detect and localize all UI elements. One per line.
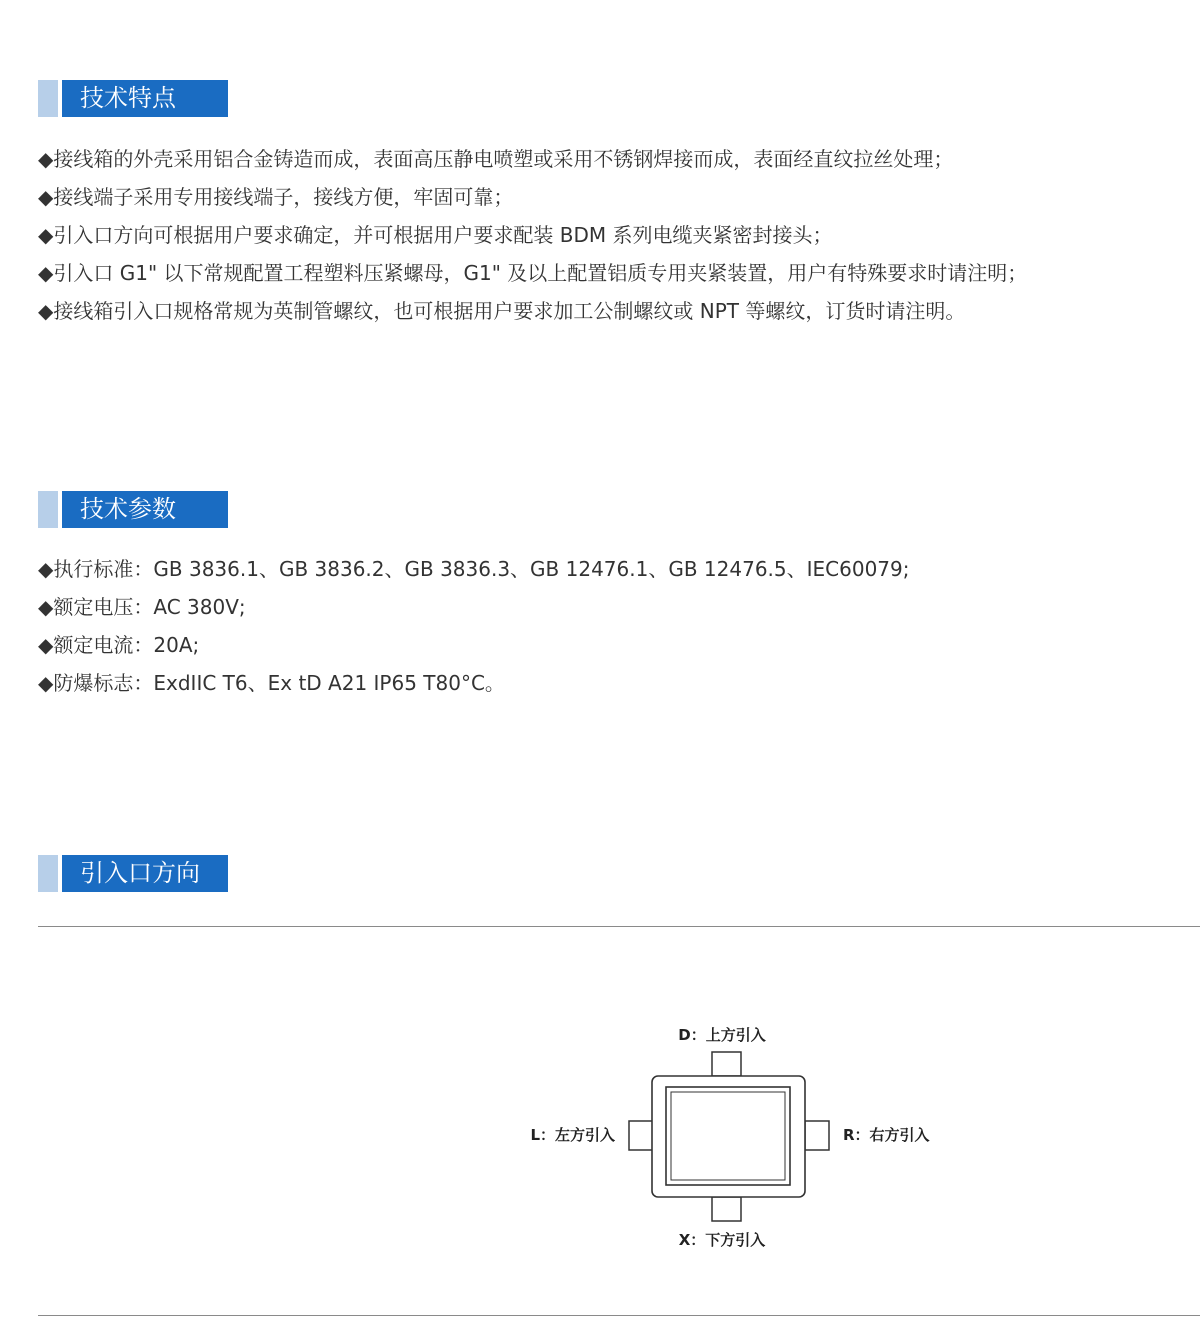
diamond-bullet-icon: ◆ <box>38 185 54 209</box>
section-title: 引入口方向 <box>80 859 200 887</box>
list-item: ◆额定电压：AC 380V; <box>38 588 909 626</box>
list-item: ◆接线端子采用专用接线端子，接线方便，牢固可靠； <box>38 178 1027 216</box>
diamond-bullet-icon: ◆ <box>38 299 54 323</box>
left-entry-stub <box>629 1121 653 1150</box>
list-item: ◆引入口方向可根据用户要求确定，并可根据用户要求配装 BDM 系列电缆夹紧密封接头； <box>38 216 1027 254</box>
list-item: ◆接线箱引入口规格常规为英制管螺纹，也可根据用户要求加工公制螺纹或 NPT 等螺纹，订货时请注明。 <box>38 292 1027 330</box>
list-item: ◆防爆标志：ExdIIC T6、Ex tD A21 IP65 T80°C。 <box>38 664 909 702</box>
junction-box-cover-inner <box>671 1092 785 1180</box>
list-item: ◆接线箱的外壳采用铝合金铸造而成，表面高压静电喷塑或采用不锈钢焊接而成，表面经直纹拉丝处理； <box>38 140 1027 178</box>
list-item: ◆引入口 G1" 以下常规配置工程塑料压紧螺母，G1" 及以上配置铝质专用夹紧装置，用户有特殊要求时请注明； <box>38 254 1027 292</box>
diamond-bullet-icon: ◆ <box>38 147 54 171</box>
list-item: ◆执行标准：GB 3836.1、GB 3836.2、GB 3836.3、GB 12476.1、GB 12476.5、IEC60079; <box>38 550 909 588</box>
diamond-bullet-icon: ◆ <box>38 261 54 285</box>
section-title: 技术特点 <box>80 84 176 112</box>
top-entry-label: D：上方引入 <box>678 1026 766 1044</box>
section-title: 技术参数 <box>80 495 176 523</box>
list-item: ◆额定电流：20A; <box>38 626 909 664</box>
divider-bottom <box>38 1315 1200 1316</box>
diamond-bullet-icon: ◆ <box>38 595 54 619</box>
bottom-entry-stub <box>712 1197 741 1221</box>
diamond-bullet-icon: ◆ <box>38 557 54 581</box>
diamond-bullet-icon: ◆ <box>38 223 54 247</box>
right-entry-label: R：右方引入 <box>843 1126 930 1144</box>
bottom-entry-label: X：下方引入 <box>678 1231 766 1249</box>
left-entry-label: L：左方引入 <box>530 1126 615 1144</box>
top-entry-stub <box>712 1052 741 1076</box>
right-entry-stub <box>805 1121 829 1150</box>
diamond-bullet-icon: ◆ <box>38 671 54 695</box>
diamond-bullet-icon: ◆ <box>38 633 54 657</box>
